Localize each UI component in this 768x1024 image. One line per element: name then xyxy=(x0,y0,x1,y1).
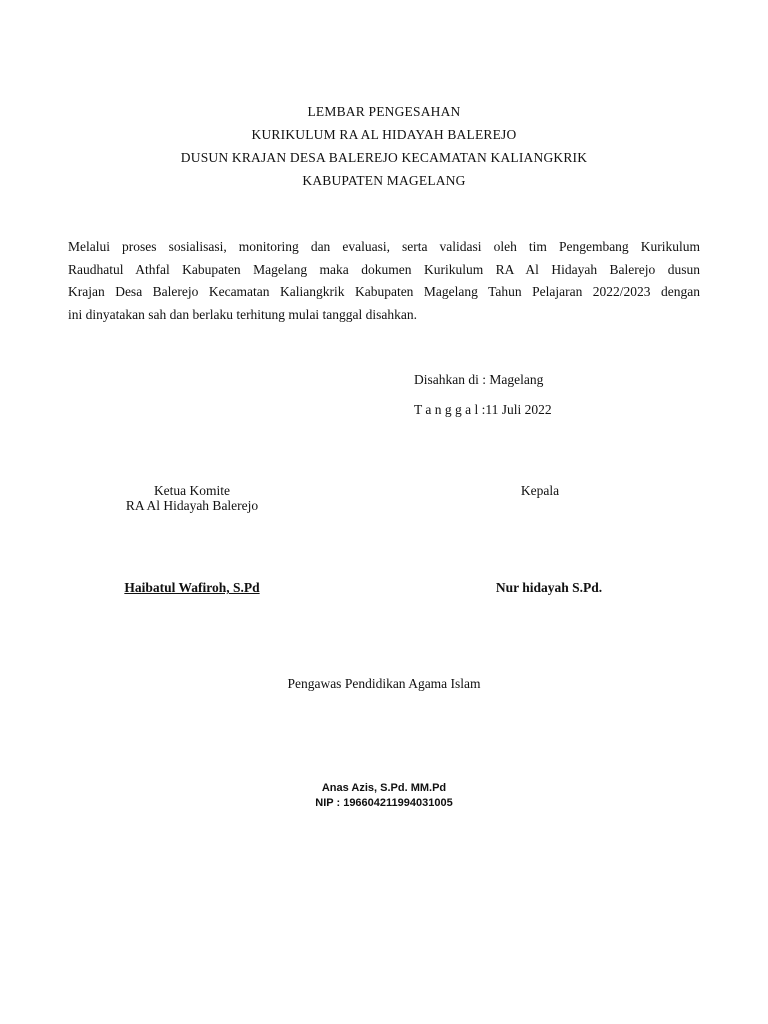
principal-name: Nur hidayah S.Pd. xyxy=(495,580,603,595)
supervisor-name: Anas Azis, S.Pd. MM.Pd xyxy=(321,782,447,794)
supervisor-role: Pengawas Pendidikan Agama Islam xyxy=(287,676,481,691)
ratification-place: Disahkan di : Magelang xyxy=(414,372,544,387)
committee-chair-institution: RA Al Hidayah Balerejo xyxy=(125,498,259,513)
ratification-paragraph xyxy=(68,236,700,327)
paragraph-line: Krajan Desa Balerejo Kecamatan Kaliangkrik Kabupaten Magelang Tahun Pelajaran 2022/2023 dengan xyxy=(68,284,700,300)
principal-role: Kepala xyxy=(520,483,560,498)
document-subtitle-address: DUSUN KRAJAN DESA BALEREJO KECAMATAN KALIANGKRIK xyxy=(180,150,588,165)
paragraph-line: Raudhatul Athfal Kabupaten Magelang maka dokumen Kurikulum RA Al Hidayah Balerejo dusun xyxy=(68,261,700,277)
committee-chair-name: Haibatul Wafiroh, S.Pd xyxy=(124,580,260,595)
document-title: LEMBAR PENGESAHAN xyxy=(307,104,461,119)
paragraph-line: Melalui proses sosialisasi, monitoring dan evaluasi, serta validasi oleh tim Pengembang Kurikulum xyxy=(68,239,700,254)
document-subtitle-regency: KABUPATEN MAGELANG xyxy=(302,173,466,188)
committee-chair-role: Ketua Komite xyxy=(153,483,231,498)
document-subtitle-curriculum: KURIKULUM RA AL HIDAYAH BALEREJO xyxy=(251,127,517,142)
paragraph-line: ini dinyatakan sah dan berlaku terhitung mulai tanggal disahkan. xyxy=(68,307,418,323)
ratification-date: T a n g g a l :11 Juli 2022 xyxy=(414,402,552,417)
supervisor-nip: NIP : 196604211994031005 xyxy=(315,797,453,809)
